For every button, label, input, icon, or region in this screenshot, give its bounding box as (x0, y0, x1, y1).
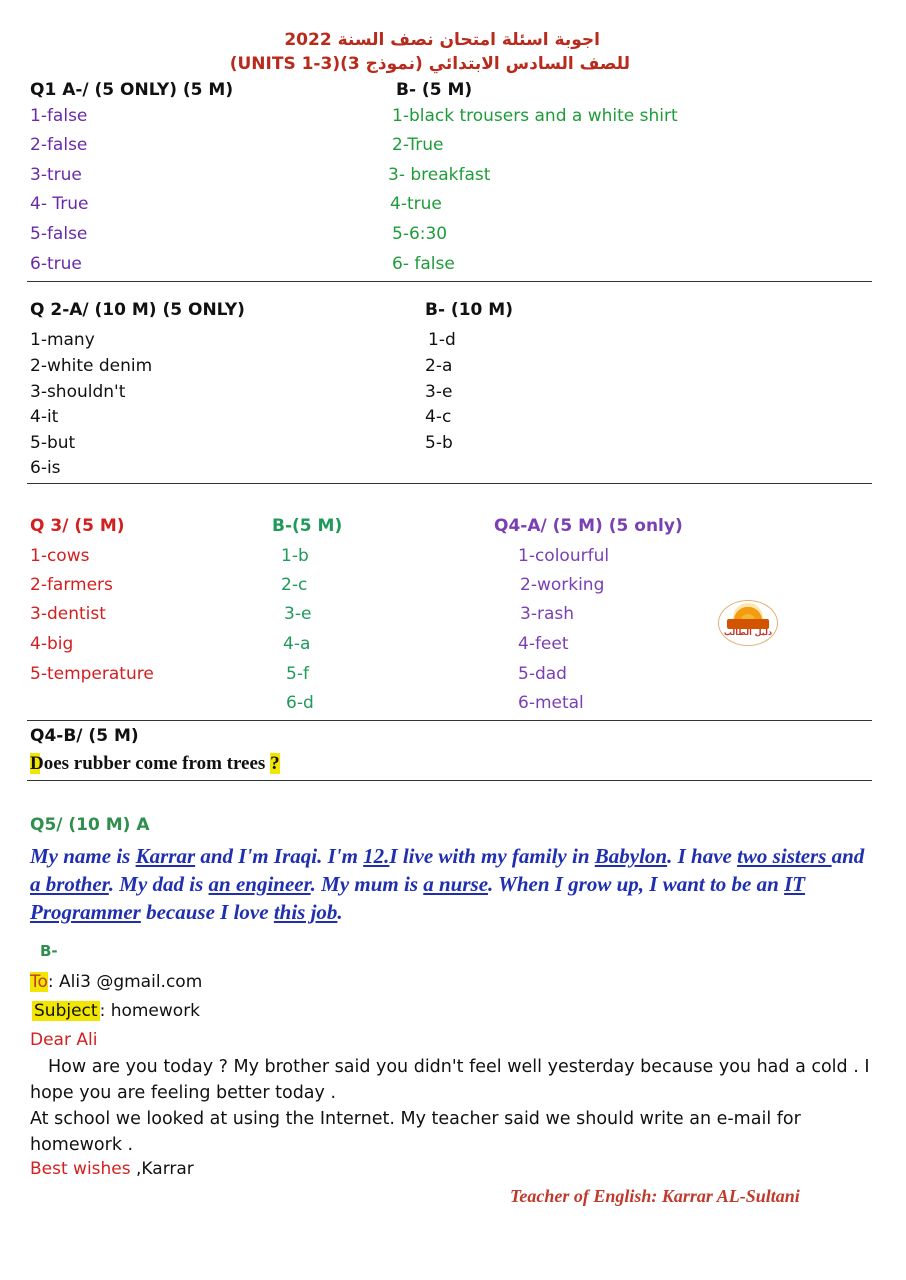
q5-answer-age: 12. (363, 844, 390, 868)
section-divider (27, 281, 872, 282)
q5-answer-city: Babylon (594, 844, 668, 868)
q1-b-item: 1-black trousers and a white shirt (392, 106, 678, 126)
q3-b-item: 2-c (281, 575, 308, 595)
q1-a-item: 3-true (30, 165, 82, 185)
q1-a-item: 6-true (30, 254, 82, 274)
q5-text: My name is (30, 844, 136, 868)
q5-text: . When I grow up, I want to be an (488, 872, 785, 896)
q1-b-item: 6- false (392, 254, 455, 274)
q2-b-item: 2-a (425, 356, 453, 376)
q2-a-item: 2-white denim (30, 356, 153, 376)
q5-answer-sisters: two sisters (737, 844, 832, 868)
email-greeting: Dear Ali (30, 1030, 98, 1050)
email-closing-name: ,Karrar (130, 1159, 194, 1179)
exam-title-arabic: اجوبة اسئلة امتحان نصف السنة 2022 (284, 30, 600, 50)
q3-a-item: 1-cows (30, 546, 90, 566)
q5-paragraph (30, 842, 870, 926)
q2-a-item: 6-is (30, 458, 61, 478)
q4-b-title: Q4-B/ (5 M) (30, 726, 139, 746)
q5-answer-future-job: IT Programmer (30, 872, 806, 924)
q4-a-item: 6-metal (518, 693, 584, 713)
q4-b-question-mark: ? (270, 753, 280, 774)
q5-text: . (337, 900, 343, 924)
exam-subtitle-arabic: للصف السادس الابتدائي (نموذج 3)(UNITS 1-3) (229, 54, 630, 74)
email-subject-line (32, 1001, 200, 1021)
q2-b-item: 3-e (425, 382, 453, 402)
q5-text: . My mum is (310, 872, 424, 896)
email-subject-value: : homework (99, 1001, 201, 1021)
q3-a-item: 2-farmers (30, 575, 113, 595)
teacher-signature: Teacher of English: Karrar AL-Sultani (510, 1186, 800, 1206)
q2-a-item: 4-it (30, 407, 59, 427)
q4-a-item: 4-feet (518, 634, 569, 654)
q2-b-item: 5-b (425, 433, 453, 453)
q5-text: and I'm Iraqi. I'm (195, 844, 364, 868)
email-subject-label: Subject (34, 1001, 98, 1021)
q1-b-item: 4-true (390, 194, 442, 214)
q2-b-title: B- (10 M) (425, 300, 513, 320)
q2-a-title: Q 2-A/ (10 M) (5 ONLY) (30, 300, 245, 320)
student-guide-logo (718, 600, 778, 646)
q3-b-item: 3-e (284, 604, 312, 624)
q5-answer-dad-job: an engineer (208, 872, 311, 896)
q2-b-item: 4-c (425, 407, 452, 427)
q3-b-item: 5-f (286, 664, 309, 684)
q5-text: and (831, 844, 865, 868)
q4-b-answer (30, 753, 280, 775)
email-body-paragraph-1: How are you today ? My brother said you didn't feel well yesterday because you had a cold . I hope you are feeling better today . (30, 1057, 870, 1103)
q3-a-item: 5-temperature (30, 664, 154, 684)
q5-b-title: B- (40, 942, 58, 960)
q5-text: I live with my family in (389, 844, 595, 868)
q3-a-item: 4-big (30, 634, 74, 654)
q3-b-item: 6-d (286, 693, 314, 713)
q1-b-item: 3- breakfast (388, 165, 491, 185)
q4-a-item: 5-dad (518, 664, 567, 684)
email-to-label: To (30, 972, 48, 992)
q1-a-item: 5-false (30, 224, 88, 244)
q3-b-item: 4-a (283, 634, 311, 654)
q1-a-item: 2-false (30, 135, 88, 155)
q5-title: Q5/ (10 M) A (30, 815, 150, 835)
email-closing (30, 1159, 194, 1179)
q5-text: because I love (140, 900, 274, 924)
q2-a-item: 1-many (30, 330, 95, 350)
q5-answer-reason: this job (273, 900, 338, 924)
q1-b-item: 2-True (392, 135, 444, 155)
q4-a-item: 3-rash (520, 604, 574, 624)
q2-a-item: 3-shouldn't (30, 382, 126, 402)
email-body-paragraph-2: At school we looked at using the Internet. My teacher said we should write an e-mail for homework . (30, 1109, 801, 1155)
q5-text: . My dad is (108, 872, 209, 896)
q3-a-title: Q 3/ (5 M) (30, 516, 125, 536)
q2-a-item: 5-but (30, 433, 76, 453)
q2-b-item: 1-d (428, 330, 456, 350)
q1-a-item: 4- True (30, 194, 89, 214)
q3-a-item: 3-dentist (30, 604, 106, 624)
q1-b-title: B- (5 M) (396, 80, 473, 100)
q4-a-title: Q4-A/ (5 M) (5 only) (494, 516, 683, 536)
q5-answer-mum-job: a nurse (423, 872, 489, 896)
q5-text: . I have (667, 844, 738, 868)
section-divider (27, 483, 872, 484)
q5-answer-brother: a brother (30, 872, 109, 896)
section-divider (27, 780, 872, 781)
email-to-line (30, 972, 202, 992)
section-divider (27, 720, 872, 721)
email-to-value: : Ali3 @gmail.com (47, 972, 203, 992)
q4-a-item: 1-colourful (518, 546, 610, 566)
q5-answer-name: Karrar (135, 844, 196, 868)
q3-b-item: 1-b (281, 546, 309, 566)
q4-b-sentence: Does rubber come from trees (30, 753, 266, 774)
q3-b-title: B-(5 M) (272, 516, 343, 536)
q1-a-item: 1-false (30, 106, 88, 126)
q4-a-item: 2-working (520, 575, 605, 595)
logo-text: دليل الطالب (723, 628, 773, 637)
q1-b-item: 5-6:30 (392, 224, 448, 244)
q1-a-title: Q1 A-/ (5 ONLY) (5 M) (30, 80, 234, 100)
email-closing-label: Best wishes (30, 1159, 131, 1179)
